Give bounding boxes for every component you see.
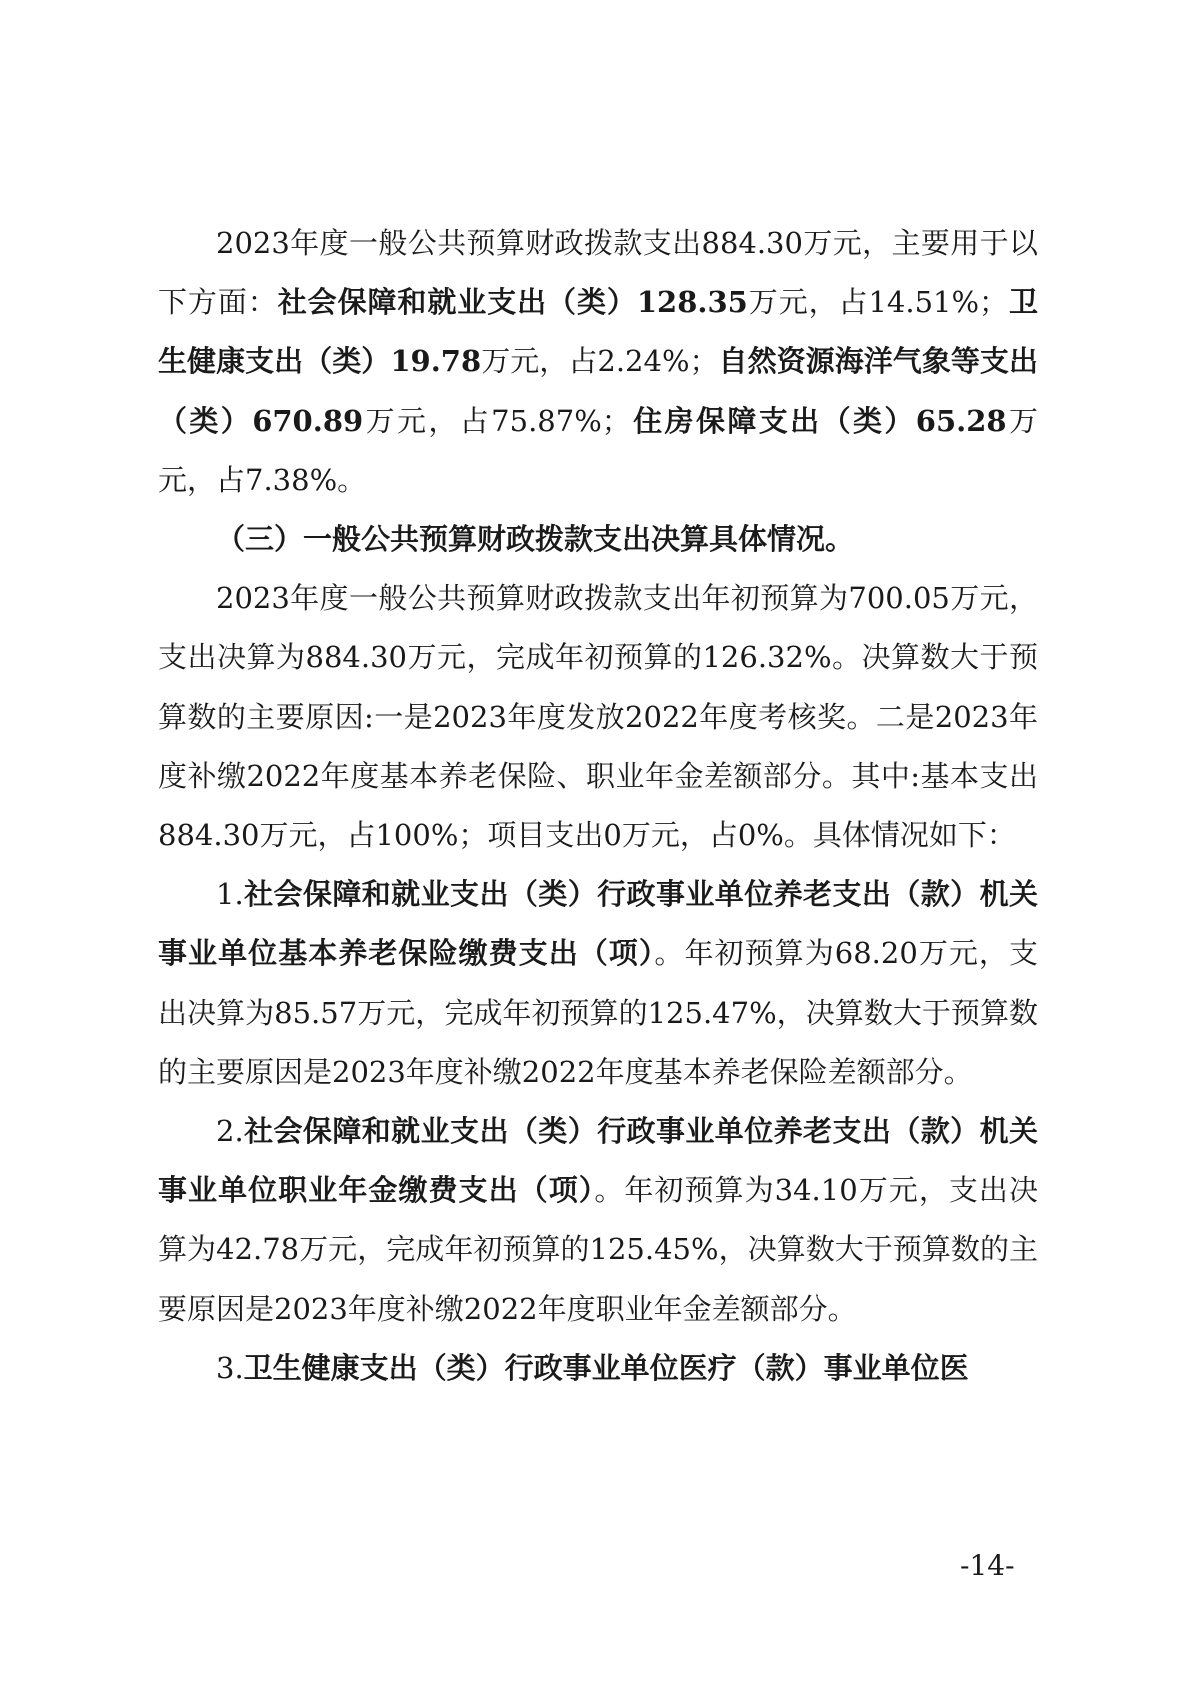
list-item-2-body: 。年初预算为34.10万元，支出决算为42.78万元，完成年初预算的125.45%，决算数大于预算数的主要原因是2023年度补缴2022年度职业年金差额部分。 [158,1173,1038,1326]
housing-label: 住房保障支出（类）65.28 [630,403,1007,438]
social-security-label: 社会保障和就业支出（类）128.35 [277,285,748,320]
section-heading-3: （三）一般公共预算财政拨款支出决算具体情况。 [216,522,855,557]
list-item-2-title: 社会保障和就业支出（类）行政事业单位养老支出（款）机关事业单位职业年金缴费支出（项） [158,1114,1038,1208]
health-share: 万元，占2.24%； [481,344,719,379]
social-security-share: 万元，占14.51%； [747,285,1009,320]
list-item-3-number: 3. [216,1350,244,1385]
natural-resources-label: 自然资源海洋气象等支出（类）670.89 [158,344,1038,438]
paragraph-expenditure-summary [158,214,1038,510]
page-number: -14- [960,1549,1015,1582]
list-item-2 [158,1102,1038,1339]
summary-intro: 2023年度一般公共预算财政拨款支出884.30万元，主要用于以下方面： [158,226,1038,320]
natural-resources-share: 万元，占75.87%； [363,403,631,438]
list-item-1-number: 1. [216,877,244,912]
list-item-2-number: 2. [216,1114,244,1149]
document-body [158,214,1038,1398]
housing-share: 万元，占7.38%。 [158,403,1038,497]
list-item-1 [158,865,1038,1102]
paragraph-final-accounts: 2023年度一般公共预算财政拨款支出年初预算为700.05万元，支出决算为884.30万元，完成年初预算的126.32%。决算数大于预算数的主要原因:一是2023年度发放2022年度考核奖。二是2023年度补缴2022年度基本养老保险、职业年金差额部分。其中:基本支出884.30万元，占100%；项目支出0万元，占0%。具体情况如下： [158,581,1038,853]
list-item-3 [158,1339,1038,1398]
list-item-3-title: 卫生健康支出（类）行政事业单位医疗（款）事业单位医 [243,1350,969,1385]
health-label: 卫生健康支出（类）19.78 [158,285,1038,379]
list-item-1-title: 社会保障和就业支出（类）行政事业单位养老支出（款）机关事业单位基本养老保险缴费支出（项） [158,877,1038,971]
list-item-1-body: 。年初预算为68.20万元，支出决算为85.57万元，完成年初预算的125.47%，决算数大于预算数的主要原因是2023年度补缴2022年度基本养老保险差额部分。 [158,936,1038,1089]
